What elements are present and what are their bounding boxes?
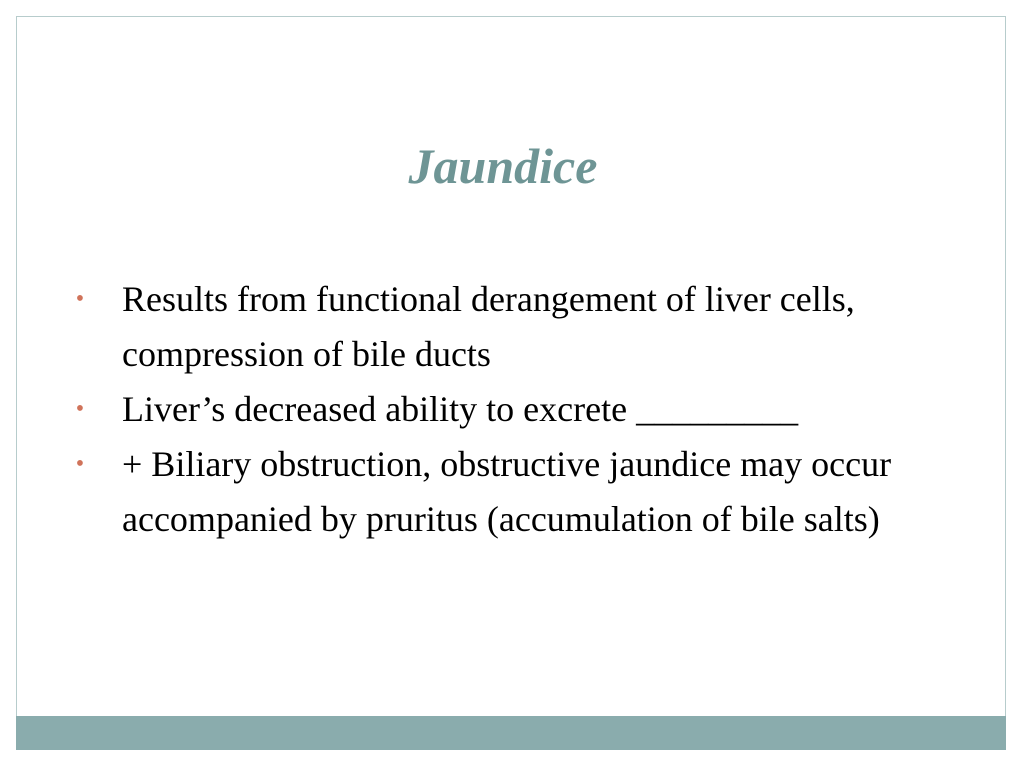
bullet-dot-icon: • — [75, 396, 85, 422]
bullet-text: Results from functional derangement of liver cells, compression of bile ducts — [122, 279, 855, 374]
bullet-text: + Biliary obstruction, obstructive jaundice may occur accompanied by pruritus (accumulation of bile salts) — [122, 444, 892, 539]
bullet-dot-icon: • — [75, 286, 85, 312]
bullet-item — [70, 272, 970, 382]
bullet-item — [70, 437, 970, 547]
bullet-text: Liver’s decreased ability to excrete _________ — [122, 389, 799, 429]
bullet-dot-icon: • — [75, 451, 85, 477]
bullet-item — [70, 382, 970, 437]
footer-band — [16, 716, 1006, 750]
slide-title: Jaundice — [408, 138, 598, 194]
bullet-list — [70, 272, 970, 547]
